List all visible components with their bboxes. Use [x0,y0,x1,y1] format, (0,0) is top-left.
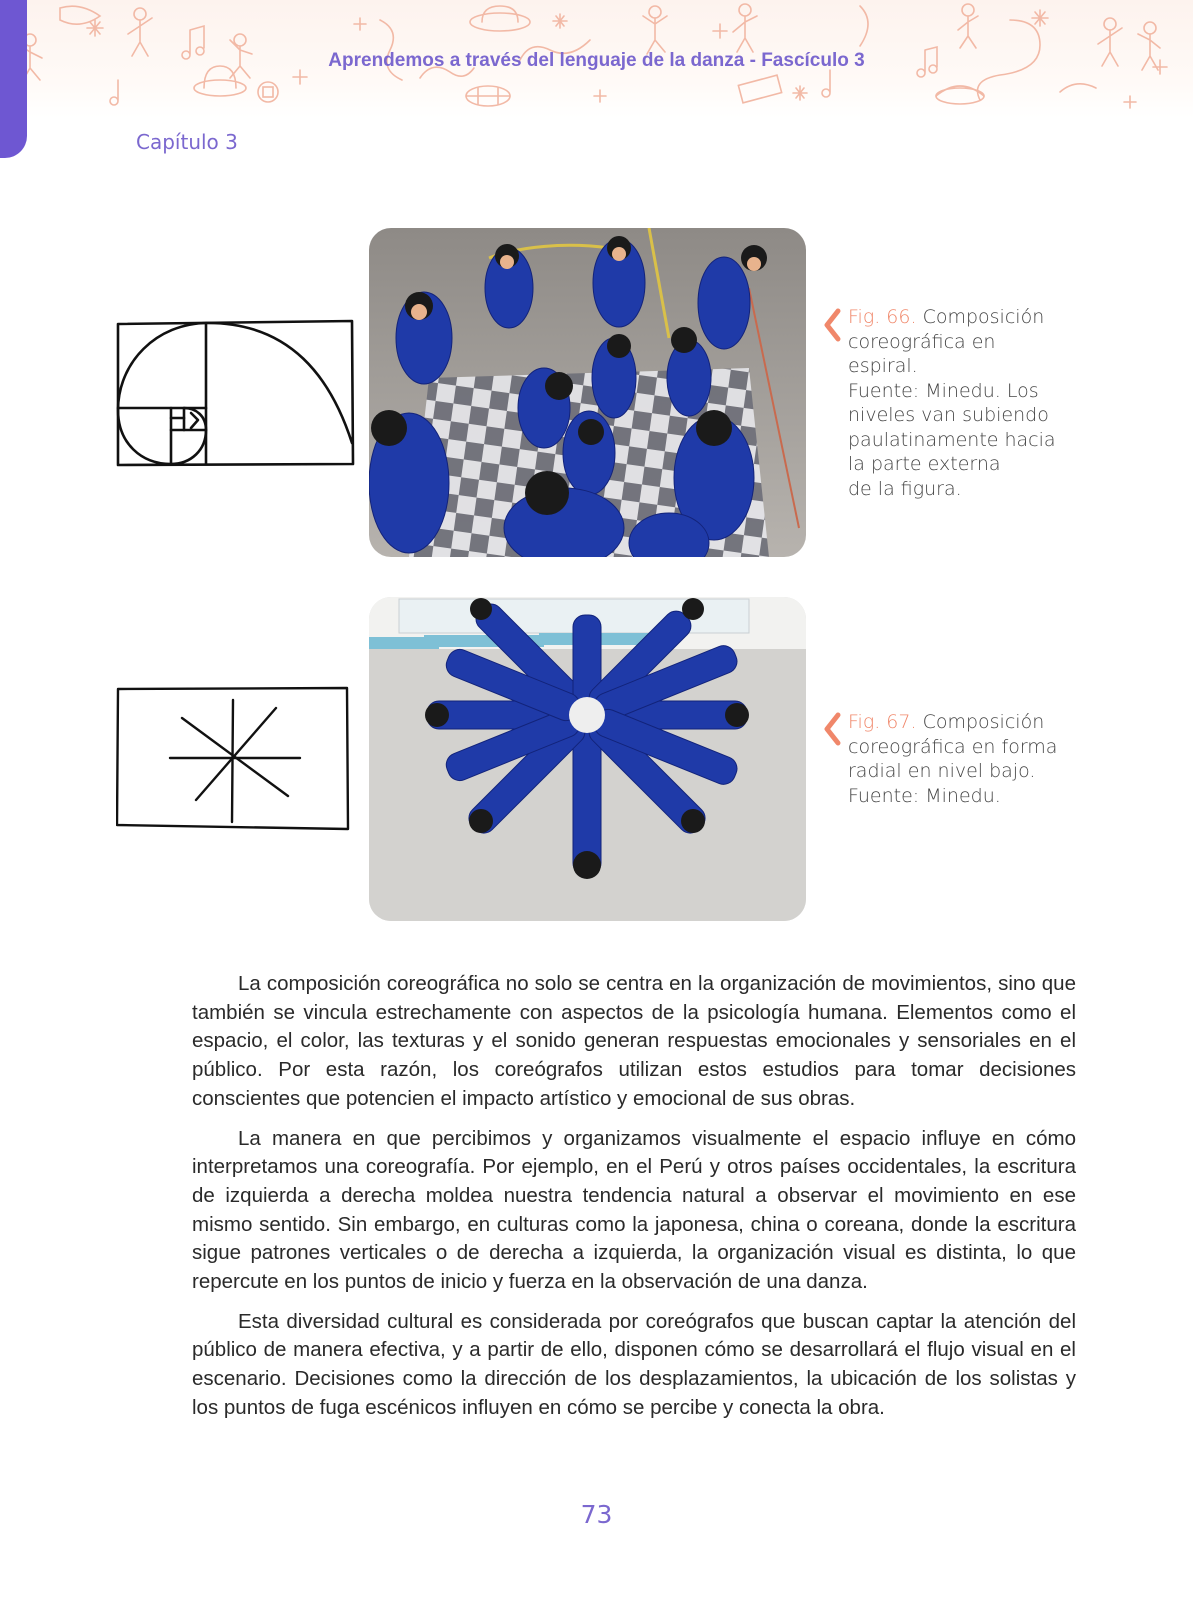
caption-line: paulatinamente hacia [848,428,1056,451]
figure-67-number: Fig. 67. [848,711,917,733]
spiral-formation-photo [369,228,806,557]
caption-line: Fuente: Minedu. [848,784,1001,807]
caption-line: coreográfica en espiral. [848,330,996,377]
radial-formation-photo [369,597,806,921]
figure-67-caption [848,710,1068,808]
body-paragraph: La manera en que percibimos y organizamos visualmente el espacio influye en cómo interpretamos una coreografía. Por ejemplo, en el Perú y otros países occidentales, la escritura de izquierda a derecha moldea nuestra tendencia natural a observar el movimiento en ese mismo sentido. Sin embargo, en culturas como la japonesa, china o coreana, donde la escritura sigue patrones verticales o de derecha a izquierda, la organización visual es distinta, lo que repercute en los puntos de inicio y fuerza en la observación de una danza. [192,1126,1076,1294]
caption-line: Fuente: Minedu. Los [848,379,1039,402]
figure-66-caption [848,305,1068,501]
caption-line: niveles van subiendo [848,404,1049,426]
caption-chevron-icon [822,308,842,342]
figure-66-number: Fig. 66. [848,306,917,328]
caption-line: Composición [922,306,1045,328]
caption-line: de la figura. [848,477,962,500]
radial-star-icon [116,686,352,832]
caption-line: radial en nivel bajo. [848,760,1036,782]
chapter-side-tab [0,0,27,158]
caption-line: la parte externa [848,453,1001,475]
golden-spiral-icon [116,318,356,468]
page-number: 73 [580,1500,613,1529]
caption-chevron-icon [822,712,842,746]
caption-line: Composición [922,711,1045,733]
body-paragraph: Esta diversidad cultural es considerada por coreógrafos que buscan captar la atención del público de manera efectiva, y a partir de ello, disponen cómo se desarrollará el flujo visual en el escenario. Decisiones como la dirección de los desplazamientos, la ubicación de los solistas y los puntos de fuga escénicos influyen en cómo se percibe y conecta la obra. [192,1309,1076,1419]
body-paragraph: La composición coreográfica no solo se centra en la organización de movimientos, sino que también se vincula estrechamente con aspectos de la psicología humana. Elementos como el espacio, el color, las texturas y el sonido generan respuestas emocionales y sensoriales en el público. Por esta razón, los coreógrafos utilizan estos estudios para tomar decisiones conscientes que potencien el impacto artístico y emocional de sus obras. [192,972,1076,1110]
chapter-label: Capítulo 3 [136,130,238,154]
caption-line: coreográfica en forma [848,735,1058,758]
page-header-title: Aprendemos a través del lenguaje de la danza - Fascículo 3 [328,50,865,71]
body-text [192,970,1076,1434]
